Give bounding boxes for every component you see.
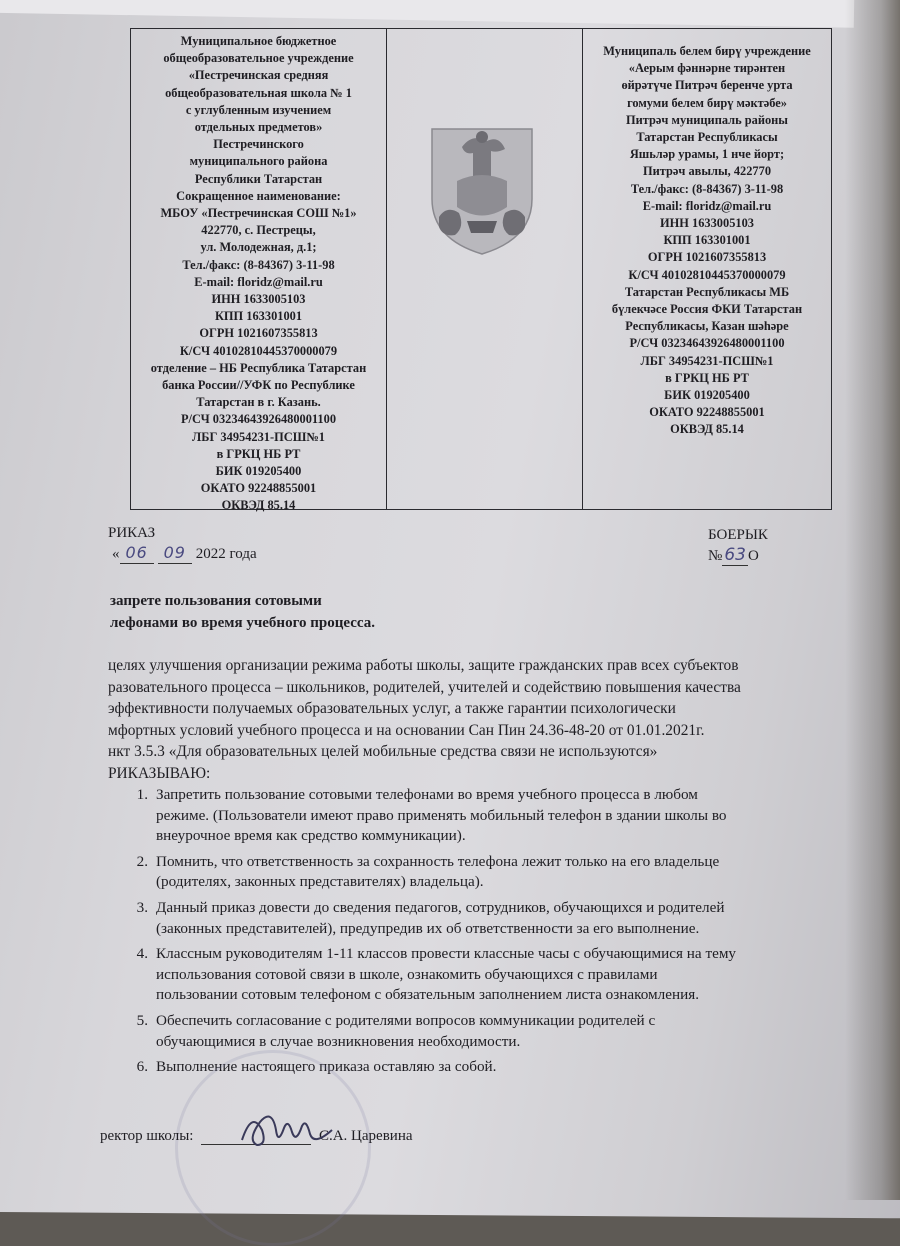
- letterhead-line: ОКВЭД 85.14: [670, 422, 744, 437]
- order-title-tt: БОЕРЫК: [708, 527, 768, 543]
- letterhead-emblem-cell: [387, 29, 583, 509]
- letterhead-line: ЛБГ 34954231-ПСШ№1: [192, 429, 325, 444]
- letterhead-line: E-mail: floridz@mail.ru: [194, 274, 323, 289]
- order-number: [708, 545, 759, 565]
- letterhead-line: БИК 019205400: [215, 464, 302, 479]
- date-day: 06: [125, 543, 148, 562]
- preamble-line: целях улучшения организации режима работы школы, защите гражданских прав всех субъектов: [108, 657, 739, 674]
- letterhead-line: ОГРН 1021607355813: [199, 326, 318, 341]
- item-line: Классным руководителям 1-11 классов провести классные часы с обучающимися на тему: [156, 945, 737, 963]
- item-text: [156, 852, 840, 893]
- item-line: Данный приказ довести до сведения педагогов, сотрудников, обучающихся и родителей: [156, 898, 725, 916]
- item-line: Запретить пользование сотовыми телефонами во время учебного процесса в любом: [156, 786, 698, 803]
- item-number: 4.: [136, 945, 148, 963]
- signature-label: ректор школы:: [100, 1128, 194, 1144]
- letterhead-line: E-mail: floridz@mail.ru: [642, 198, 772, 213]
- subject-line-2: лефонами во время учебного процесса.: [110, 615, 375, 631]
- item-number: 6.: [136, 1058, 148, 1076]
- letterhead-line: Республикасы, Казан шәһәре: [625, 319, 789, 334]
- item-line: Выполнение настоящего приказа оставляю за собой.: [156, 1058, 497, 1076]
- list-item: [110, 944, 840, 1006]
- letterhead-line: Питрәч авылы, 422770: [642, 164, 772, 179]
- preamble-line: разовательного процесса – школьников, родителей, учителей и содействию повышения качества: [108, 678, 741, 696]
- letterhead-line: КПП 163301001: [214, 309, 303, 324]
- letterhead-line: Яшьләр урамы, 1 нче йорт;: [629, 147, 785, 162]
- item-line: использования сотовой связи в школе, ознакомить обучающихся с правилами: [156, 965, 658, 983]
- preamble-line: РИКАЗЫВАЮ:: [108, 764, 211, 782]
- item-text: [156, 944, 840, 1006]
- number-suffix: О: [747, 548, 759, 564]
- signature-name: С.А. Царевина: [318, 1128, 413, 1144]
- handwritten-signature-icon: [232, 1100, 342, 1160]
- letterhead-line: отдельных предметов»: [194, 120, 323, 135]
- letterhead-line: в ГРКЦ НБ РТ: [665, 370, 749, 385]
- item-line: Обеспечить согласование с родителями вопросов коммуникации родителей с: [156, 1011, 656, 1029]
- item-text: [156, 1011, 840, 1052]
- letterhead-line: Сокращенное наименование:: [176, 188, 341, 203]
- letterhead-line: Тел./факс: (8-84367) 3-11-98: [182, 257, 335, 272]
- letterhead-line: бүлекчәсе Россия ФКИ Татарстан: [611, 302, 803, 317]
- letterhead-line: Пестречинского: [213, 137, 304, 152]
- letterhead-line: Татарстан в г. Казань.: [196, 395, 321, 410]
- letterhead-line: МБОУ «Пестречинская СОШ №1»: [160, 206, 357, 221]
- letterhead-line: «Пестречинская средняя: [188, 68, 329, 83]
- item-number: 3.: [136, 898, 148, 916]
- order-items: [110, 785, 840, 1083]
- letterhead-line: ЛБГ 34954231-ПСШ№1: [640, 353, 774, 368]
- letterhead-line: БИК 019205400: [664, 388, 750, 403]
- list-item: [110, 785, 840, 847]
- letterhead-line: гомуми белем бирү мәктәбе»: [627, 95, 787, 110]
- preamble-line: нкт 3.5.3 «Для образовательных целей мобильные средства связи не используются»: [108, 743, 658, 760]
- item-line: (родителях, законных представителях) владельца).: [156, 873, 484, 891]
- letterhead-line: Муниципаль белем бирү учреждение: [603, 44, 811, 58]
- letterhead-line: Муниципальное бюджетное: [180, 34, 337, 48]
- date-quote: «: [112, 546, 120, 562]
- item-line: Помнить, что ответственность за сохранность телефона лежит только на его владельце: [156, 852, 720, 870]
- letterhead-line: общеобразовательная школа № 1: [165, 85, 352, 100]
- letterhead-line: Р/СЧ 03234643926480001100: [629, 336, 785, 351]
- item-line: обучающимися в случае возникновения необходимости.: [156, 1032, 521, 1050]
- order-title-ru: РИКАЗ: [108, 525, 156, 541]
- letterhead-line: Татарстан Республикасы МБ: [624, 284, 790, 299]
- date-year: 2022 года: [195, 546, 257, 562]
- item-line: режиме. (Пользователи имеют право применять мобильный телефон в здании школы во: [156, 806, 727, 824]
- letterhead-russian: [131, 29, 387, 513]
- letterhead-line: банка России//УФК по Республике: [162, 378, 355, 393]
- letterhead-line: Питрәч муниципаль районы: [626, 112, 788, 127]
- letterhead-line: өйрәтүче Питрәч беренче урта: [621, 78, 793, 93]
- order-date: [112, 543, 257, 564]
- number-value: 63: [724, 545, 746, 565]
- letterhead-line: ОКАТО 92248855001: [649, 405, 765, 420]
- letterhead-table: [130, 28, 832, 513]
- item-text: [156, 785, 840, 847]
- letterhead-line: К/СЧ 40102810445370000079: [179, 343, 338, 358]
- list-item: [110, 898, 840, 939]
- number-sign: №: [708, 548, 723, 564]
- binder-tab: [0, 0, 855, 28]
- letterhead-line: муниципального района: [189, 154, 328, 169]
- letterhead-line: Татарстан Республикасы: [636, 130, 778, 145]
- letterhead-line: ул. Молодежная, д.1;: [200, 240, 317, 255]
- item-number: 2.: [136, 852, 148, 870]
- item-line: пользовании сотовым телефоном с обязательным заполнением листа ознакомления.: [156, 986, 700, 1004]
- letterhead-line: ОКВЭД 85.14: [221, 498, 296, 513]
- letterhead-line: К/СЧ 40102810445370000079: [628, 267, 786, 282]
- order-subject: [110, 590, 375, 634]
- letterhead-line: отделение – НБ Республика Татарстан: [150, 360, 367, 375]
- item-text: [156, 898, 840, 939]
- item-number: 1.: [136, 786, 148, 803]
- letterhead-line: «Аерым фәннәрне тирәнтен: [628, 61, 786, 76]
- letterhead-line: ИНН 1633005103: [660, 216, 754, 231]
- order-preamble: [108, 655, 838, 784]
- item-line: (законных представителей), предупредив их об ответственности за его выполнение.: [156, 919, 700, 937]
- preamble-line: эффективности получаемых образовательных услуг, а также гарантии психологически: [108, 700, 676, 717]
- letterhead-line: ИНН 1633005103: [211, 292, 306, 307]
- coat-of-arms-icon: [417, 109, 547, 259]
- letterhead-tatar: [583, 29, 831, 509]
- preamble-line: мфортных условий учебного процесса и на основании Сан Пин 24.36-48-20 от 01.01.2021г.: [108, 721, 705, 739]
- subject-line-1: запрете пользования сотовыми: [110, 593, 322, 609]
- item-number: 5.: [136, 1011, 148, 1029]
- page-edge-shadow: [845, 0, 900, 1200]
- letterhead-line: ОКАТО 92248855001: [200, 481, 317, 496]
- date-month: 09: [163, 543, 186, 562]
- letterhead-line: Тел./факс: (8-84367) 3-11-98: [630, 181, 784, 196]
- letterhead-line: ОГРН 1021607355813: [647, 250, 767, 265]
- letterhead-line: 422770, с. Пестрецы,: [201, 223, 316, 238]
- letterhead-line: Республики Татарстан: [194, 171, 323, 186]
- list-item: [110, 1011, 840, 1052]
- letterhead-line: Р/СЧ 03234643926480001100: [180, 412, 337, 427]
- letterhead-line: общеобразовательное учреждение: [163, 51, 354, 66]
- list-item: [110, 852, 840, 893]
- letterhead-line: в ГРКЦ НБ РТ: [216, 446, 301, 461]
- item-line: внеурочное время как средство коммуникации).: [156, 827, 466, 845]
- letterhead-line: с углубленным изучением: [185, 102, 332, 117]
- letterhead-line: КПП 163301001: [663, 233, 751, 248]
